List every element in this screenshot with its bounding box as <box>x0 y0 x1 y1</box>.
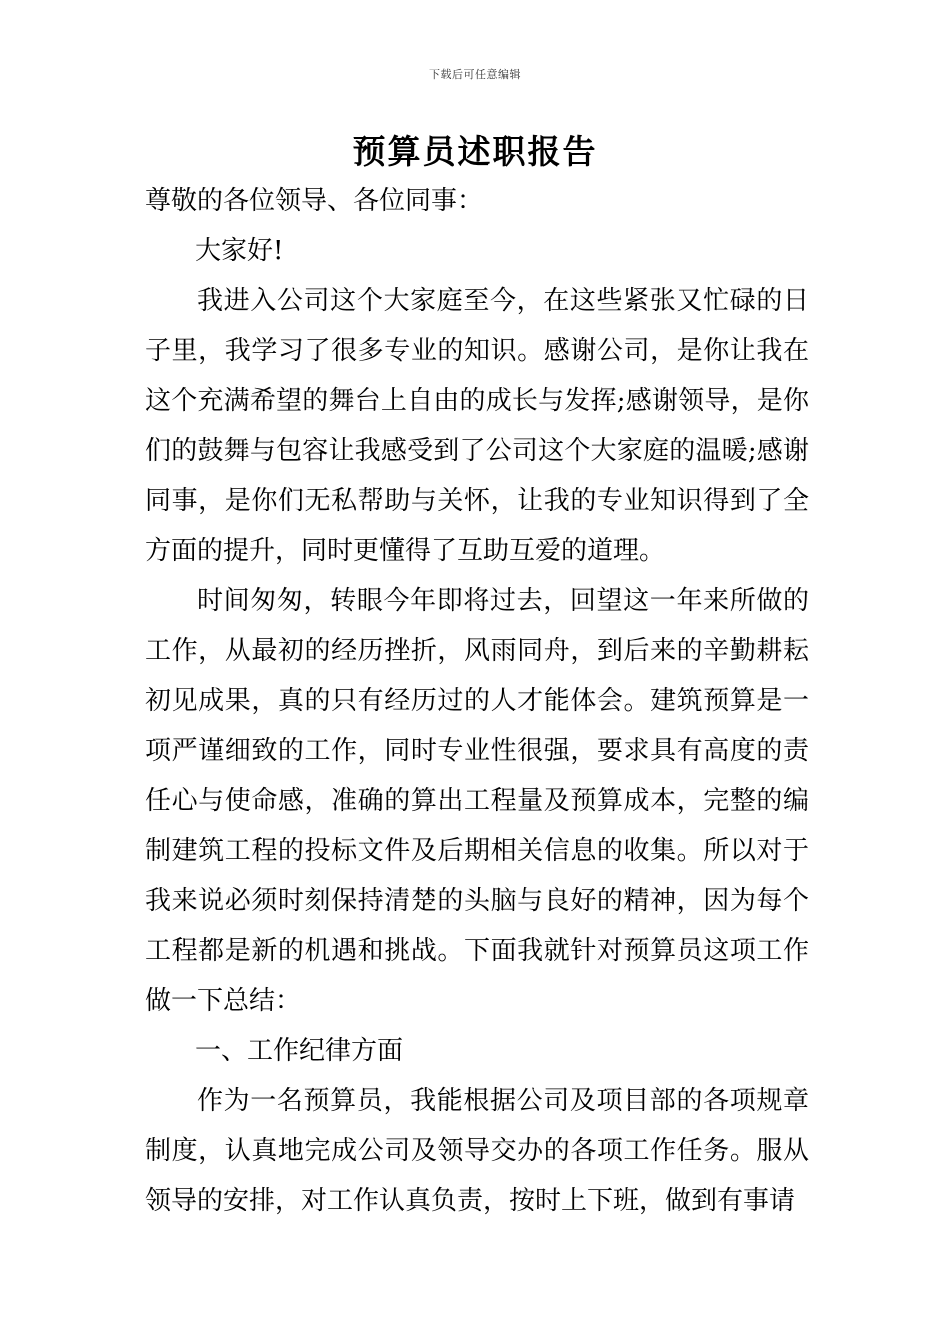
section-heading: 一、工作纪律方面 <box>195 1036 404 1066</box>
page-title: 预算员述职报告 <box>352 132 598 171</box>
greeting: 大家好! <box>195 236 284 266</box>
salutation: 尊敬的各位领导、各位同事： <box>145 186 484 216</box>
paragraph-review: 时间匆匆，转眼今年即将过去，回望这一年来所做的工作，从最初的经历挫折，风雨同舟，到后来的辛勤耕耘初见成果，真的只有经历过的人才能体会。建筑预算是一项严谨细致的工作，同时专业性很强，要求具有高度的责任心与使命感，准确的算出工程量及预算成本，完整的编制建筑工程的投标文件及后期相关信息的收集。所以对于我来说必须时刻保持清楚的头脑与良好的精神，因为每个工程都是新的机遇和挑战。下面我就针对预算员这项工作做一下总结： <box>145 586 809 1016</box>
paragraph-intro: 我进入公司这个大家庭至今，在这些紧张又忙碌的日子里，我学习了很多专业的知识。感谢公司，是你让我在这个充满希望的舞台上自由的成长与发挥;感谢领导，是你们的鼓舞与包容让我感受到了公司这个大家庭的温暖;感谢同事，是你们无私帮助与关怀，让我的专业知识得到了全方面的提升，同时更懂得了互助互爱的道理。 <box>145 286 809 566</box>
header-note: 下载后可任意编辑 <box>429 68 521 81</box>
document-body <box>145 176 809 1226</box>
paragraph-discipline: 作为一名预算员，我能根据公司及项目部的各项规章制度，认真地完成公司及领导交办的各项工作任务。服从领导的安排，对工作认真负责，按时上下班，做到有事请 <box>145 1086 809 1216</box>
